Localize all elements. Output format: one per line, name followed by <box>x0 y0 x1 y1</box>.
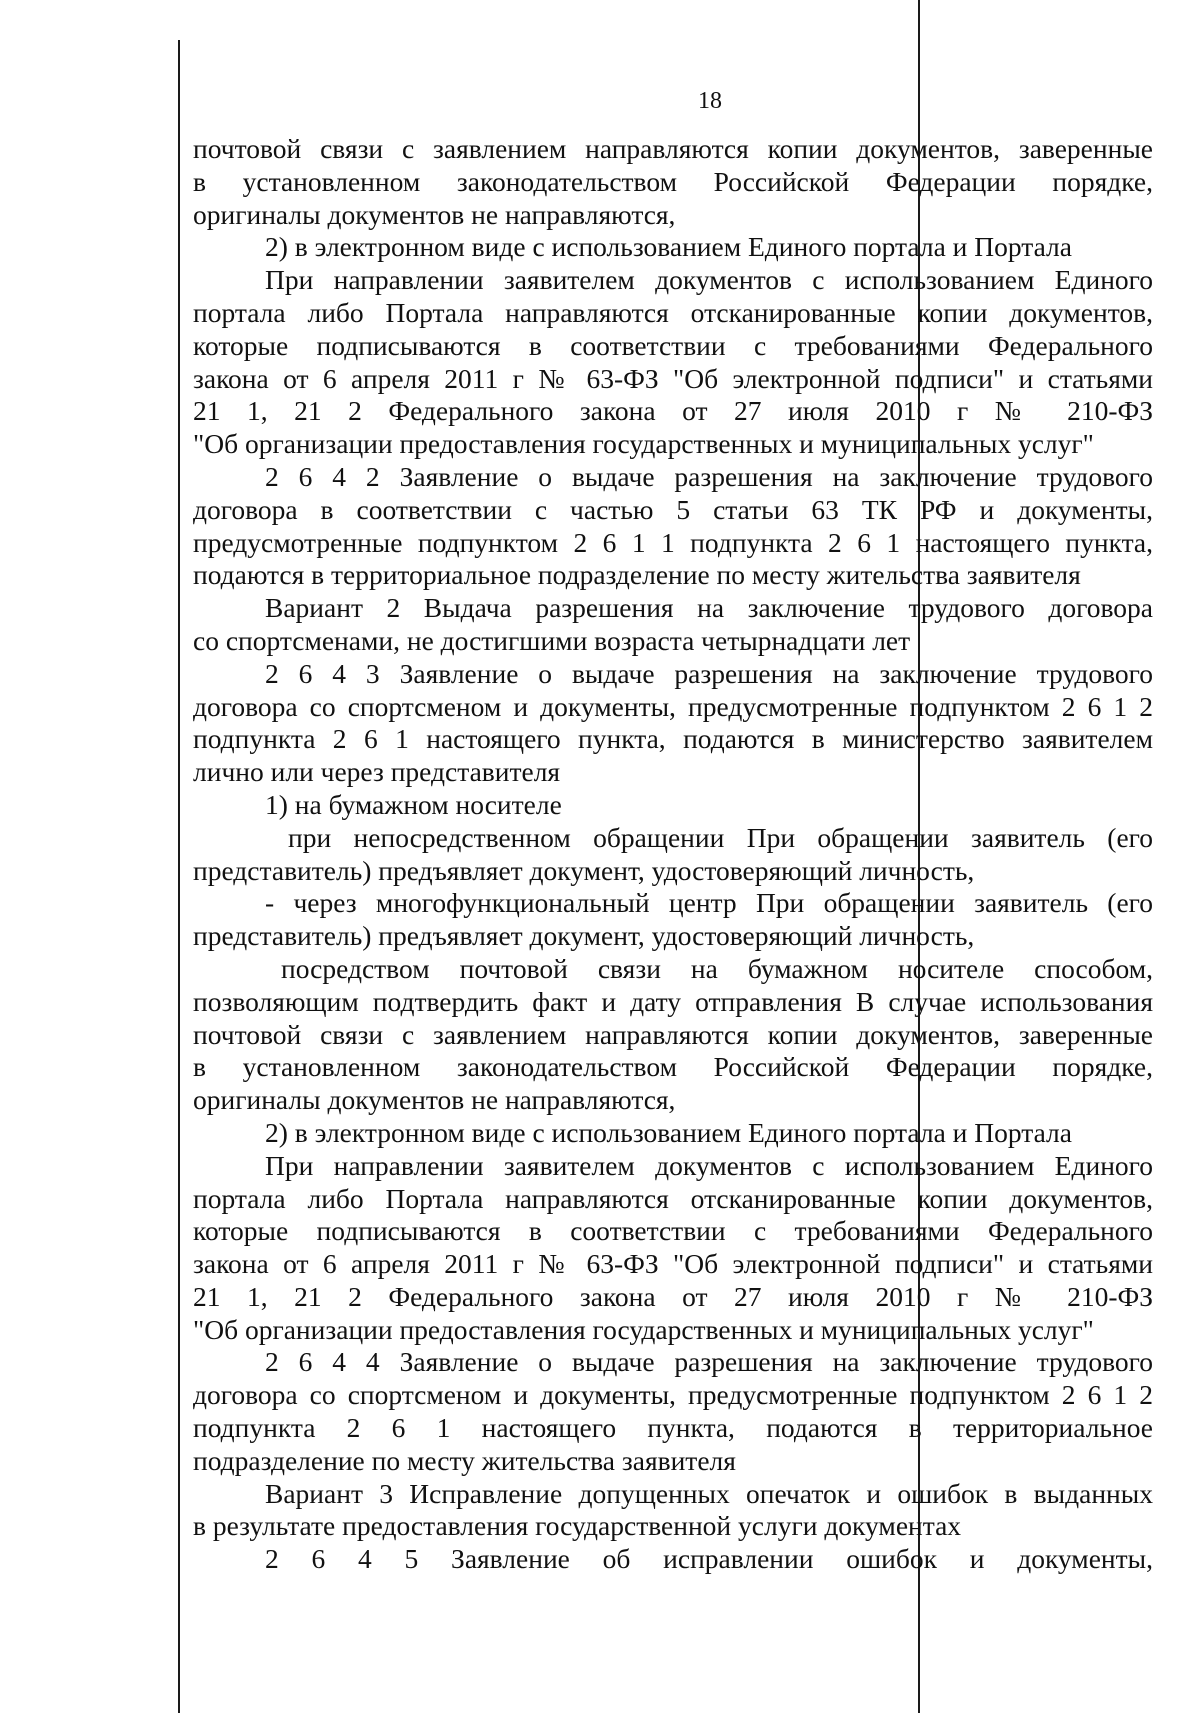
text-line: 21 1, 21 2 Федерального закона от 27 июля 2010 г № 210-ФЗ <box>193 395 1153 427</box>
text-line: почтовой связи с заявлением направляются копии документов, заверенные <box>193 1018 1153 1050</box>
text-line: предусмотренные подпунктом 2 6 1 1 подпункта 2 6 1 настоящего пункта, <box>193 526 1153 558</box>
text-line: портала либо Портала направляются отсканированные копии документов, <box>193 1182 1153 1214</box>
page-number: 18 <box>698 88 722 114</box>
text-line: договора со спортсменом и документы, предусмотренные подпунктом 2 6 1 2 <box>193 1379 1153 1411</box>
text-line: оригиналы документов не направляются, <box>193 1084 676 1116</box>
text-line: в установленном законодательством Российской Федерации порядке, <box>193 165 1153 197</box>
text-line: Вариант 2 Выдача разрешения на заключение трудового договора <box>265 592 1153 624</box>
text-line: в установленном законодательством Российской Федерации порядке, <box>193 1051 1153 1083</box>
text-line: которые подписываются в соответствии с требованиями Федерального <box>193 329 1153 361</box>
text-line: портала либо Портала направляются отсканированные копии документов, <box>193 296 1153 328</box>
text-line: позволяющим подтвердить факт и дату отправления В случае использования <box>193 985 1153 1017</box>
text-line: 2) в электронном виде с использованием Единого портала и Портала <box>265 231 1072 263</box>
text-line: 1) на бумажном носителе <box>265 788 562 820</box>
text-line: - через многофункциональный центр При обращении заявитель (его <box>265 887 1153 919</box>
scan-line-left <box>178 40 180 1713</box>
text-line: При направлении заявителем документов с использованием Единого <box>265 1149 1153 1181</box>
text-line: договора со спортсменом и документы, предусмотренные подпунктом 2 6 1 2 <box>193 690 1153 722</box>
text-line: подаются в территориальное подразделение по месту жительства заявителя <box>193 559 1081 591</box>
text-line: оригиналы документов не направляются, <box>193 198 676 230</box>
text-line: которые подписываются в соответствии с требованиями Федерального <box>193 1215 1153 1247</box>
text-line: 21 1, 21 2 Федерального закона от 27 июля 2010 г № 210-ФЗ <box>193 1280 1153 1312</box>
text-line: представитель) предъявляет документ, удостоверяющий личность, <box>193 854 975 886</box>
text-line: почтовой связи с заявлением направляются копии документов, заверенные <box>193 133 1153 164</box>
text-line: закона от 6 апреля 2011 г № 63-ФЗ "Об электронной подписи" и статьями <box>193 1248 1153 1280</box>
text-line: 2 6 4 2 Заявление о выдаче разрешения на заключение трудового <box>265 460 1153 492</box>
text-line: "Об организации предоставления государственных и муниципальных услуг" <box>193 1313 1094 1345</box>
text-line: в результате предоставления государственной услуги документах <box>193 1510 962 1542</box>
text-line: подпункта 2 6 1 настоящего пункта, подаются в территориальное <box>193 1412 1153 1444</box>
text-line: 2 6 4 5 Заявление об исправлении ошибок и документы, <box>265 1543 1153 1575</box>
text-line: посредством почтовой связи на бумажном носителе способом, <box>281 952 1153 984</box>
text-line: представитель) предъявляет документ, удостоверяющий личность, <box>193 920 975 952</box>
document-body <box>193 133 1153 1576</box>
text-line: закона от 6 апреля 2011 г № 63-ФЗ "Об электронной подписи" и статьями <box>193 362 1153 394</box>
text-line: лично или через представителя <box>193 756 561 788</box>
text-line: договора в соответствии с частью 5 статьи 63 ТК РФ и документы, <box>193 493 1153 525</box>
text-line: 2 6 4 4 Заявление о выдаче разрешения на заключение трудового <box>265 1346 1153 1378</box>
text-line: при непосредственном обращении При обращении заявитель (его <box>288 821 1153 853</box>
text-line: Вариант 3 Исправление допущенных опечаток и ошибок в выданных <box>265 1477 1153 1509</box>
text-line: "Об организации предоставления государственных и муниципальных услуг" <box>193 428 1094 460</box>
text-line: При направлении заявителем документов с использованием Единого <box>265 264 1153 296</box>
text-line: 2) в электронном виде с использованием Единого портала и Портала <box>265 1116 1072 1148</box>
text-line: подпункта 2 6 1 настоящего пункта, подаются в министерство заявителем <box>193 723 1153 755</box>
text-line: 2 6 4 3 Заявление о выдаче разрешения на заключение трудового <box>265 657 1153 689</box>
text-line: со спортсменами, не достигшими возраста четырнадцати лет <box>193 624 911 656</box>
text-line: подразделение по месту жительства заявителя <box>193 1444 736 1476</box>
